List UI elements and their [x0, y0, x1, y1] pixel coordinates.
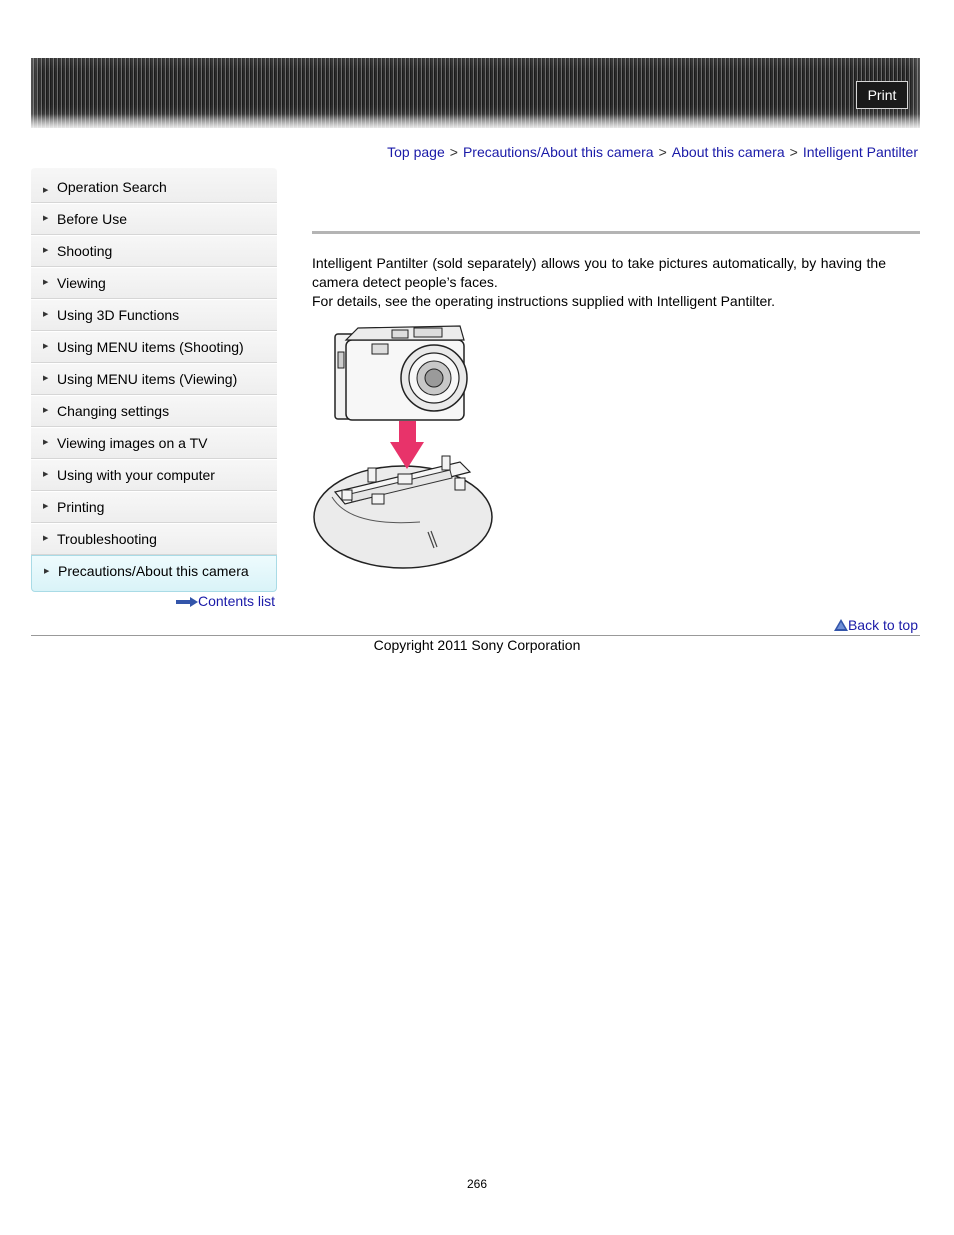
sidebar-item-before-use[interactable] — [31, 203, 277, 235]
triangle-right-icon: ▶ — [43, 311, 49, 318]
sidebar-item-label: Before Use — [57, 211, 128, 227]
pantilter-illustration — [310, 322, 496, 572]
arrow-right-icon — [176, 594, 198, 610]
print-button[interactable]: Print — [856, 81, 908, 109]
sidebar-item-label: Printing — [57, 499, 105, 515]
sidebar-nav — [31, 167, 277, 592]
sidebar-item-label: Changing settings — [57, 403, 170, 419]
copyright-text: Copyright 2011 Sony Corporation — [373, 637, 581, 653]
sidebar-item-label: Operation Search — [57, 179, 167, 195]
sidebar-item-precautions[interactable] — [31, 555, 277, 592]
sidebar-item-operation-search[interactable] — [31, 167, 277, 203]
breadcrumb-separator: > — [658, 144, 667, 160]
breadcrumb-top-page[interactable]: Top page — [387, 144, 445, 160]
breadcrumb-separator: > — [449, 144, 458, 160]
triangle-right-icon: ▶ — [43, 279, 49, 286]
breadcrumb-precautions[interactable]: Precautions/About this camera — [462, 144, 654, 160]
sidebar-item-viewing-tv[interactable] — [31, 427, 277, 459]
sidebar-item-label: Using with your computer — [57, 467, 215, 483]
sidebar-item-shooting[interactable] — [31, 235, 277, 267]
triangle-right-icon: ▶ — [43, 187, 49, 194]
contents-list-label: Contents list — [198, 593, 276, 609]
triangle-right-icon: ▶ — [43, 439, 49, 446]
body-text — [312, 254, 886, 311]
sidebar-item-label: Using MENU items (Viewing) — [57, 371, 238, 387]
triangle-up-icon — [834, 619, 848, 631]
triangle-right-icon: ▶ — [43, 343, 49, 350]
breadcrumb — [387, 144, 918, 160]
sidebar-item-label: Viewing images on a TV — [57, 435, 208, 451]
sidebar-item-changing-settings[interactable] — [31, 395, 277, 427]
sidebar-item-3d-functions[interactable] — [31, 299, 277, 331]
footer-divider — [31, 635, 920, 636]
triangle-right-icon: ▶ — [43, 471, 49, 478]
contents-list-link[interactable] — [176, 593, 275, 610]
breadcrumb-intelligent-pantilter[interactable]: Intelligent Pantilter — [802, 144, 918, 160]
back-to-top-link[interactable] — [834, 617, 918, 633]
page-number: 266 — [466, 1177, 488, 1191]
paragraph: Intelligent Pantilter (sold separately) allows you to take pictures automatically, by having the camera detect people’s faces. — [312, 255, 886, 290]
sidebar-item-label: Viewing — [57, 275, 106, 291]
sidebar-item-printing[interactable] — [31, 491, 277, 523]
breadcrumb-about-camera[interactable]: About this camera — [671, 144, 785, 160]
triangle-right-icon: ▶ — [43, 247, 49, 254]
title-divider — [312, 231, 920, 234]
sidebar-item-menu-shooting[interactable] — [31, 331, 277, 363]
header-banner — [31, 58, 920, 128]
paragraph: For details, see the operating instructions supplied with Intelligent Pantilter. — [312, 293, 776, 309]
sidebar-item-troubleshooting[interactable] — [31, 523, 277, 555]
sidebar-item-computer[interactable] — [31, 459, 277, 491]
triangle-right-icon: ▶ — [43, 503, 49, 510]
triangle-right-icon: ▶ — [43, 407, 49, 414]
sidebar-item-label: Shooting — [57, 243, 113, 259]
sidebar-item-menu-viewing[interactable] — [31, 363, 277, 395]
triangle-right-icon: ▶ — [43, 535, 49, 542]
sidebar-item-label: Using 3D Functions — [57, 307, 180, 323]
breadcrumb-separator: > — [789, 144, 798, 160]
back-to-top-label: Back to top — [847, 617, 918, 633]
sidebar-item-viewing[interactable] — [31, 267, 277, 299]
sidebar-item-label: Using MENU items (Shooting) — [57, 339, 244, 355]
triangle-right-icon: ▶ — [44, 568, 50, 575]
sidebar-item-label: Precautions/About this camera — [58, 563, 249, 579]
triangle-right-icon: ▶ — [43, 375, 49, 382]
sidebar-item-label: Troubleshooting — [57, 531, 157, 547]
triangle-right-icon: ▶ — [43, 215, 49, 222]
